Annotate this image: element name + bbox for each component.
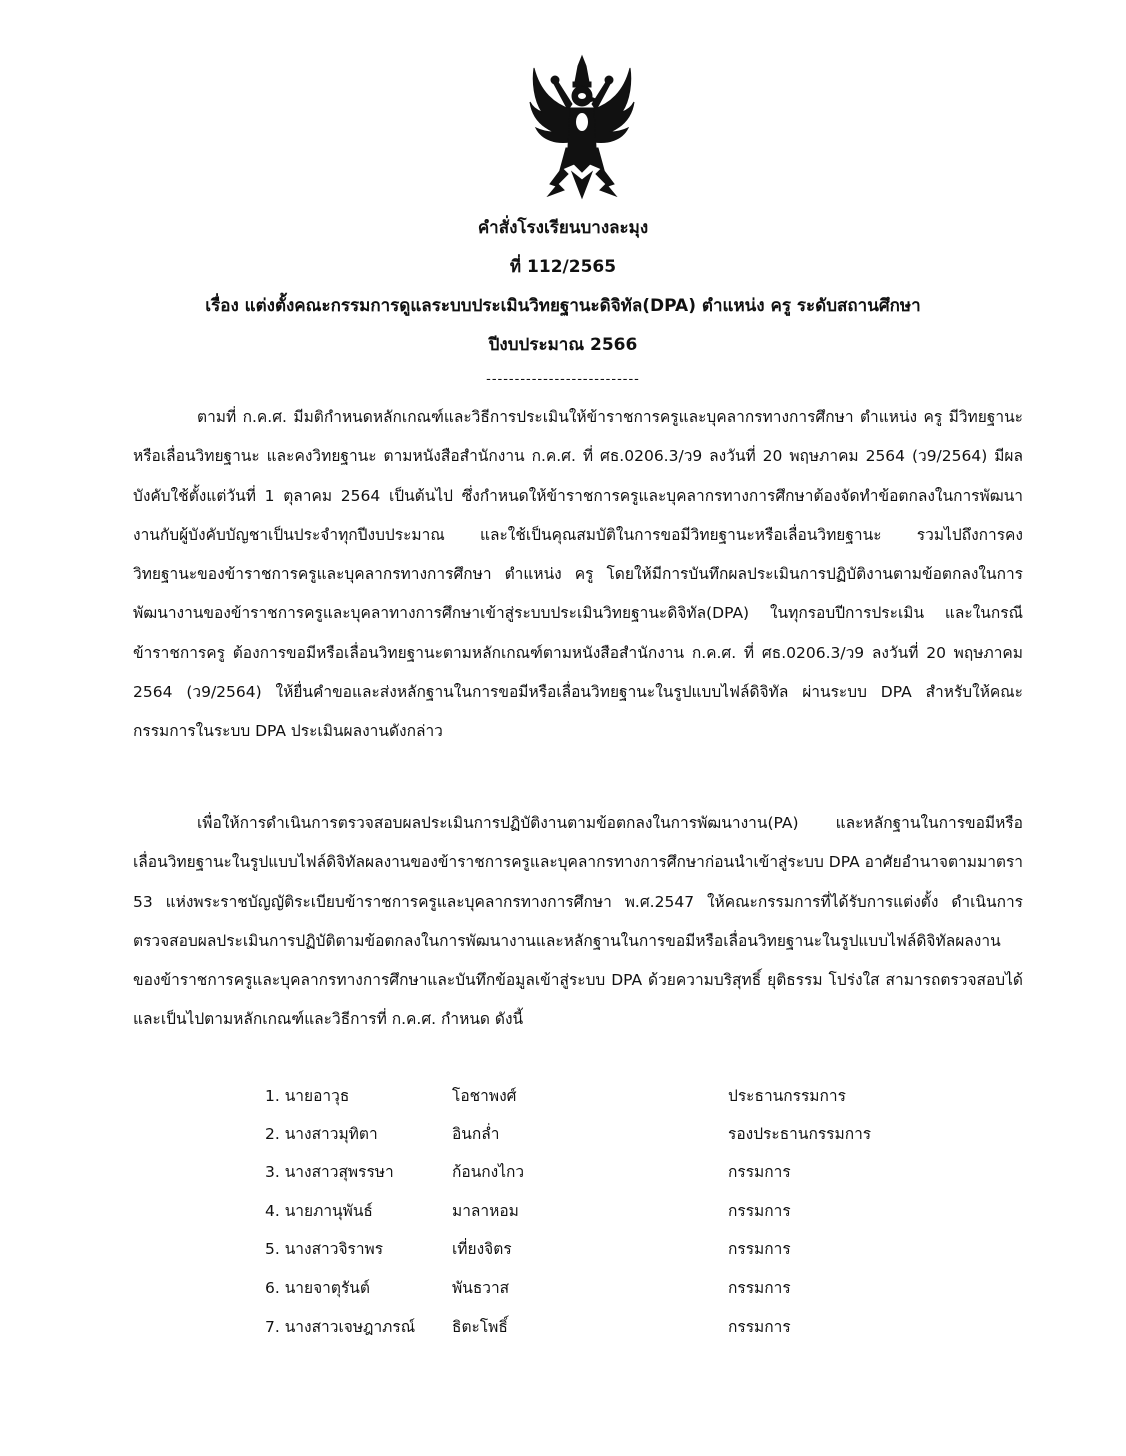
- member-surname: เที่ยงจิตร: [452, 1240, 512, 1258]
- member-role: รองประธานกรรมการ: [728, 1125, 872, 1143]
- garuda-emblem-icon: [528, 52, 636, 200]
- order-subject: เรื่อง แต่งตั้งคณะกรรมการดูแลระบบประเมินวิทยฐานะดิจิทัล(DPA) ตำแหน่ง ครู ระดับสถานศึกษา: [205, 296, 921, 316]
- member-role: กรรมการ: [728, 1240, 791, 1258]
- member-name: 6. นายจาตุรันต์: [265, 1279, 370, 1297]
- member-surname: อินกล่ำ: [452, 1125, 500, 1143]
- member-name: 3. นางสาวสุพรรษา: [265, 1163, 394, 1181]
- member-name: 2. นางสาวมุทิตา: [265, 1125, 378, 1143]
- member-role: กรรมการ: [728, 1279, 791, 1297]
- member-name: 5. นางสาวจิราพร: [265, 1240, 384, 1258]
- separator-line: ---------------------------: [486, 372, 640, 387]
- member-surname: ก้อนกงไกว: [452, 1163, 525, 1181]
- body-paragraph-2: เพื่อให้การดำเนินการตรวจสอบผลประเมินการปฏิบัติงานตามข้อตกลงในการพัฒนางาน(PA) และหลักฐานในการขอมีหรือเลื่อนวิทยฐานะในรูปแบบไฟล์ดิจิทัลผลงานของข้าราชการครูและบุคลากรทางการศึกษาก่อนนำเข้าสู่ระบบ DPA อาศัยอำนาจตามมาตรา 53 แห่งพระราชบัญญัติระเบียบข้าราชการครูและบุคลากรทางการศึกษา พ.ศ.2547 ให้คณะกรรมการที่ได้รับการแต่งตั้ง ดำเนินการตรวจสอบผลประเมินการปฏิบัติตามข้อตกลงในการพัฒนางานและหลักฐานในการขอมีหรือเลื่อนวิทยฐานะในรูปแบบไฟล์ดิจิทัลผลงานของข้าราชการครูและบุคลากรทางการศึกษาและบันทึกข้อมูลเข้าสู่ระบบ DPA ด้วยความบริสุทธิ์ ยุติธรรม โปร่งใส สามารถตรวจสอบได้ และเป็นไปตามหลักเกณฑ์และวิธีการที่ ก.ค.ศ. กำหนด ดังนี้: [133, 814, 1023, 1029]
- member-role: กรรมการ: [728, 1318, 791, 1336]
- member-name: 1. นายอาวุธ: [265, 1087, 350, 1105]
- member-name: 4. นายภานุพันธ์: [265, 1202, 373, 1220]
- member-surname: มาลาหอม: [452, 1202, 519, 1220]
- body-paragraph-1: ตามที่ ก.ค.ศ. มีมติกำหนดหลักเกณฑ์และวิธีการประเมินให้ข้าราชการครูและบุคลากรทางการศึกษา ตำแหน่ง ครู มีวิทยฐานะหรือเลื่อนวิทยฐานะ และคงวิทยฐานะ ตามหนังสือสำนักงาน ก.ค.ศ. ที่ ศธ.0206.3/ว9 ลงวันที่ 20 พฤษภาคม 2564 (ว9/2564) มีผลบังคับใช้ตั้งแต่วันที่ 1 ตุลาคม 2564 เป็นต้นไป ซึ่งกำหนดให้ข้าราชการครูและบุคลากรทางการศึกษาต้องจัดทำข้อตกลงในการพัฒนางานกับผู้บังคับบัญชาเป็นประจำทุกปีงบประมาณ และใช้เป็นคุณสมบัติในการขอมีวิทยฐานะหรือเลื่อนวิทยฐานะ รวมไปถึงการคงวิทยฐานะของข้าราชการครูและบุคลากรทางการศึกษา ตำแหน่ง ครู โดยให้มีการบันทึกผลประเมินการปฏิบัติงานตามข้อตกลงในการพัฒนางานของข้าราชการครูและบุคลาทางการศึกษาเข้าสู่ระบบประเมินวิทยฐานะดิจิทัล(DPA) ในทุกรอบปีการประเมิน และในกรณีข้าราชการครู ต้องการขอมีหรือเลื่อนวิทยฐานะตามหลักเกณฑ์ตามหนังสือสำนักงาน ก.ค.ศ. ที่ ศธ.0206.3/ว9 ลงวันที่ 20 พฤษภาคม 2564 (ว9/2564) ให้ยื่นคำขอและส่งหลักฐานในการขอมีหรือเลื่อนวิทยฐานะในรูปแบบไฟล์ดิจิทัล ผ่านระบบ DPA สำหรับให้คณะกรรมการในระบบ DPA ประเมินผลงานดังกล่าว: [133, 408, 1023, 741]
- member-name: 7. นางสาวเจษฎาภรณ์: [265, 1318, 416, 1336]
- member-role: กรรมการ: [728, 1202, 791, 1220]
- member-surname: ธิตะโพธิ์: [452, 1318, 508, 1336]
- order-title: คำสั่งโรงเรียนบางละมุง: [477, 218, 649, 238]
- order-number: ที่ 112/2565: [509, 257, 617, 277]
- member-role: กรรมการ: [728, 1163, 791, 1181]
- member-surname: พันธวาส: [452, 1279, 510, 1297]
- fiscal-year: ปีงบประมาณ 2566: [488, 335, 638, 355]
- member-surname: โอชาพงศ์: [452, 1087, 517, 1105]
- member-role: ประธานกรรมการ: [728, 1087, 846, 1105]
